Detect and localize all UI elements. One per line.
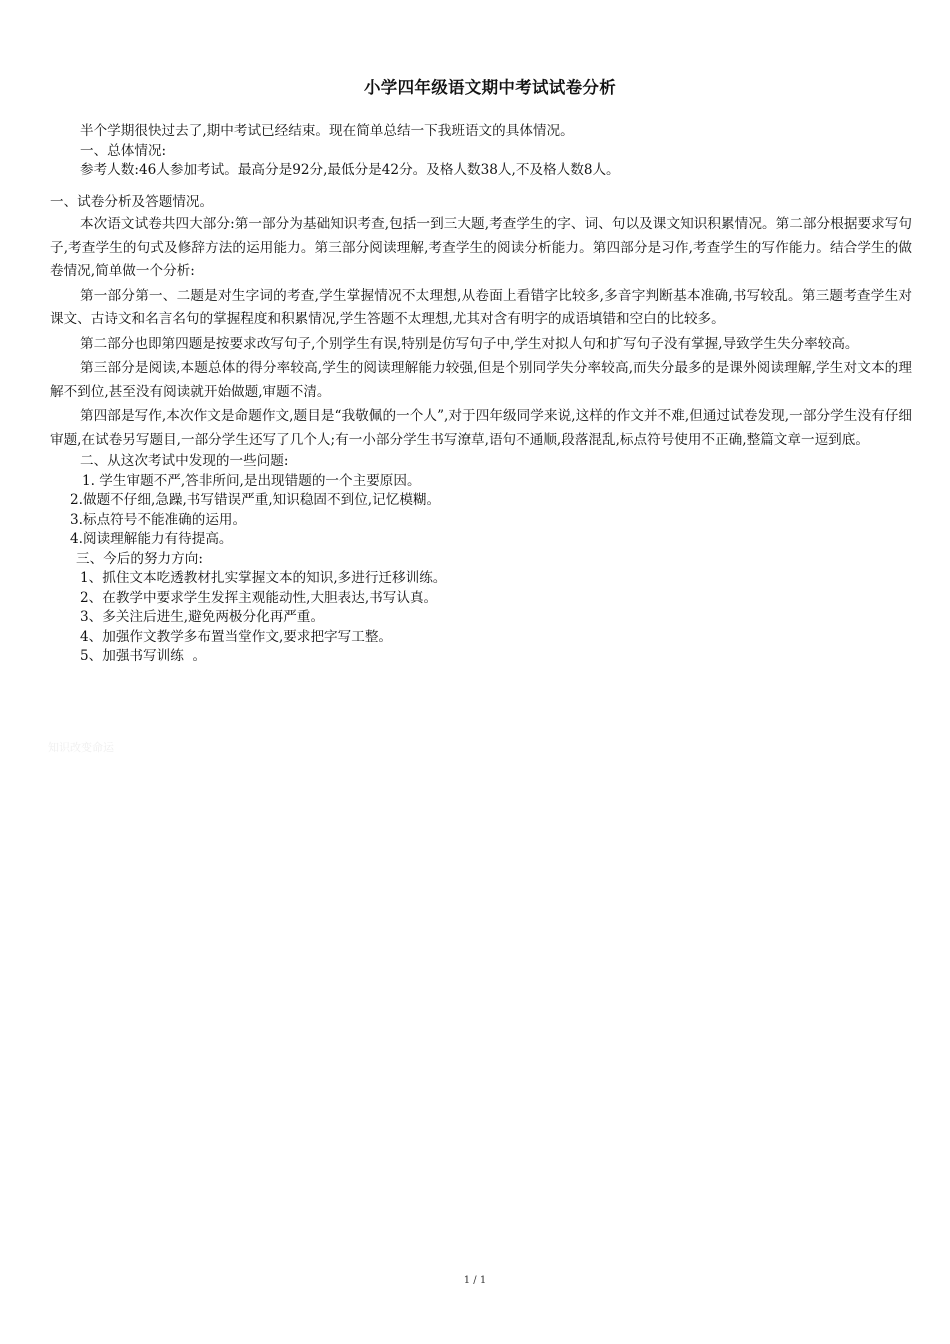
analysis-heading: 一、试卷分析及答题情况。 bbox=[50, 193, 214, 210]
problem-item-3: 3.标点符号不能准确的运用。 bbox=[70, 511, 247, 528]
overview-heading: 一、总体情况: bbox=[80, 142, 167, 159]
problem-item-2: 2.做题不仔细,急躁,书写错误严重,知识稳固不到位,记忆模糊。 bbox=[70, 492, 441, 508]
problem-item-1: 1. 学生审题不严,答非所问,是出现错题的一个主要原因。 bbox=[82, 472, 421, 489]
analysis-paragraph-1: 本次语文试卷共四大部分:第一部分为基础知识考查,包括一到三大题,考查学生的字、词、句以及课文知识积累情况。第二部分根据要求写句子,考查学生的句式及修辞方法的运用能力。第三部分阅读理解,考查学生的阅读分析能力。第四部分是习作,考查学生的写作能力。结合学生的做卷情况,简单做一个分析: bbox=[50, 216, 912, 279]
direction-item-2: 2、在教学中要求学生发挥主观能动性,大胆表达,书写认真。 bbox=[80, 589, 438, 606]
problems-heading: 二、从这次考试中发现的一些问题: bbox=[80, 453, 289, 469]
problem-item-4: 4.阅读理解能力有待提高。 bbox=[70, 531, 233, 547]
overview-stats: 参考人数:46人参加考试。最高分是92分,最低分是42分。及格人数38人,不及格人数8人。 bbox=[80, 162, 620, 178]
faint-watermark-text: 知识改变命运 bbox=[48, 741, 114, 754]
analysis-paragraph-3: 第二部分也即第四题是按要求改写句子,个别学生有误,特别是仿写句子中,学生对拟人句和扩写句子没有掌握,导致学生失分率较高。 bbox=[80, 335, 859, 352]
direction-item-1: 1、抓住文本吃透教材扎实掌握文本的知识,多进行迁移训练。 bbox=[80, 570, 447, 586]
direction-item-4: 4、加强作文教学多布置当堂作文,要求把字写工整。 bbox=[80, 628, 393, 645]
direction-item-3: 3、多关注后进生,避免两极分化再严重。 bbox=[80, 609, 325, 625]
analysis-paragraph-4: 第三部分是阅读,本题总体的得分率较高,学生的阅读理解能力较强,但是个别同学失分率较高,而失分最多的是课外阅读理解,学生对文本的理解不到位,甚至没有阅读就开始做题,审题不清。 bbox=[50, 360, 912, 400]
direction-heading: 三、今后的努力方向: bbox=[76, 550, 203, 567]
direction-item-5: 5、加强书写训练 。 bbox=[80, 648, 207, 664]
analysis-paragraph-5: 第四部是写作,本次作文是命题作文,题目是“我敬佩的一个人”,对于四年级同学来说,这样的作文并不难,但通过试卷发现,一部分学生没有仔细审题,在试卷另写题目,一部分学生还写了几个人;有一小部分学生书写潦草,语句不通顺,段落混乱,标点符号使用不正确,整篇文章一逗到底。 bbox=[50, 408, 912, 448]
document-title: 小学四年级语文期中考试试卷分析 bbox=[364, 78, 616, 97]
intro-line: 半个学期很快过去了,期中考试已经结束。现在简单总结一下我班语文的具体情况。 bbox=[80, 123, 574, 139]
document-body bbox=[50, 122, 912, 667]
analysis-paragraph-2: 第一部分第一、二题是对生字词的考查,学生掌握情况不太理想,从卷面上看错字比较多,多音字判断基本准确,书写较乱。第三题考查学生对课文、古诗文和名言名句的掌握程度和积累情况,学生答题不太理想,尤其对含有明字的成语填错和空白的比较多。 bbox=[50, 287, 912, 327]
page-number: 1 / 1 bbox=[463, 1275, 487, 1286]
